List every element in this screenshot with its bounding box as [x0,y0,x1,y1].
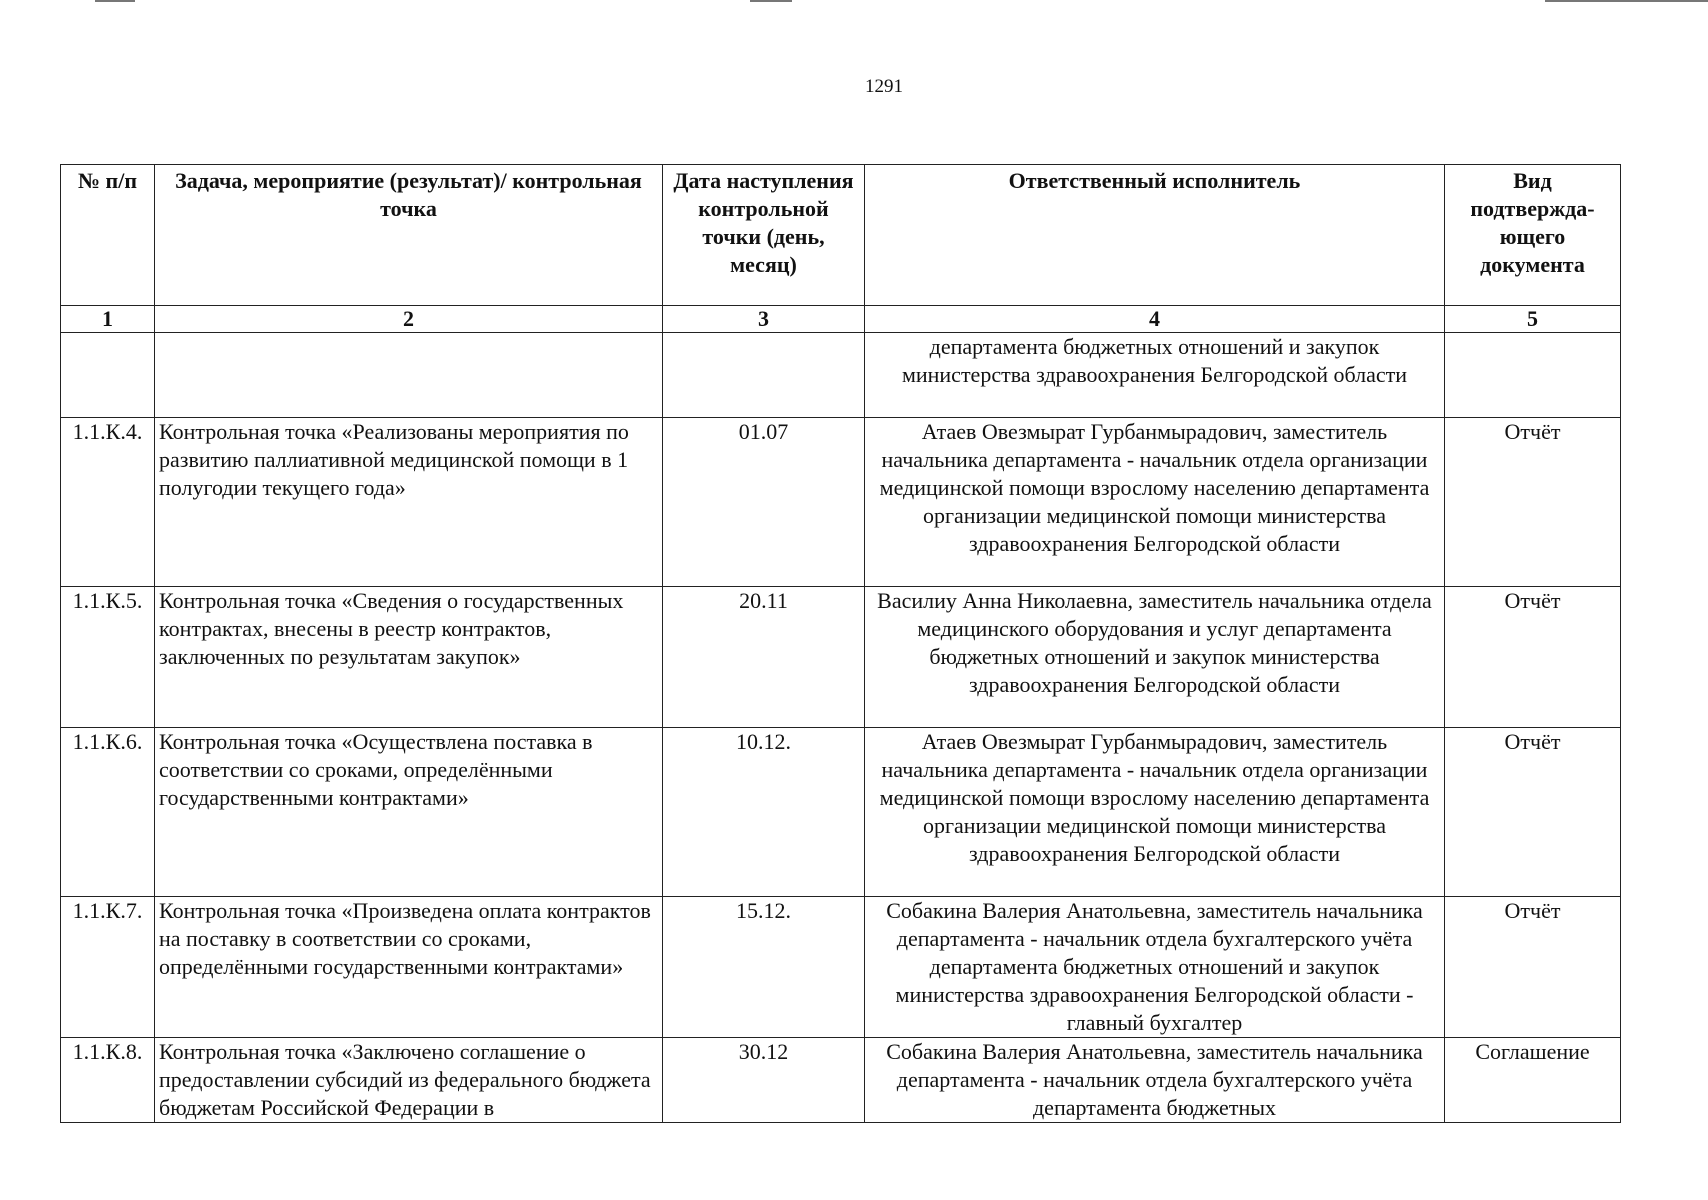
row-task: Контрольная точка «Сведения о государственных контрактах, внесены в реестр контрактов, заключенных по результатам закупок» [155,587,663,728]
column-number: 5 [1445,306,1621,333]
table-row [61,587,1621,728]
header-number: № п/п [61,165,155,306]
row-number: 1.1.К.8. [61,1038,155,1123]
table-row [61,897,1621,1038]
row-date: 01.07 [663,418,865,587]
column-number: 1 [61,306,155,333]
row-date: 10.12. [663,728,865,897]
row-number: 1.1.К.5. [61,587,155,728]
control-points-table [60,164,1621,1123]
table-row-continuation [61,333,1621,418]
row-number: 1.1.К.6. [61,728,155,897]
page-number: 1291 [865,76,903,97]
row-date: 15.12. [663,897,865,1038]
top-edge-rule [95,0,135,2]
table-row [61,1038,1621,1123]
row-number [61,333,155,418]
row-task: Контрольная точка «Осуществлена поставка в соответствии со сроками, определёнными государственными контрактами» [155,728,663,897]
row-task: Контрольная точка «Произведена оплата контрактов на поставку в соответствии со сроками, определёнными государственными контрактами» [155,897,663,1038]
column-number-row [61,306,1621,333]
top-edge-rule [1545,0,1708,2]
header-date: Дата наступления контрольной точки (день, месяц) [663,165,865,306]
row-executor: Атаев Овезмырат Гурбанмырадович, заместитель начальника департамента - начальник отдела организации медицинской помощи взрослому населению департамента организации медицинской помощи министерства здравоохранения Белгородской области [865,728,1445,897]
row-date: 30.12 [663,1038,865,1123]
column-number: 2 [155,306,663,333]
table-row [61,728,1621,897]
top-edge-rule [750,0,792,2]
row-document: Отчёт [1445,728,1621,897]
column-number: 4 [865,306,1445,333]
header-row [61,165,1621,306]
row-document: Отчёт [1445,587,1621,728]
row-number: 1.1.К.7. [61,897,155,1038]
row-document: Соглашение [1445,1038,1621,1123]
header-executor: Ответственный исполнитель [865,165,1445,306]
header-document: Вид подтвержда-ющего документа [1445,165,1621,306]
header-task: Задача, мероприятие (результат)/ контрольная точка [155,165,663,306]
row-date: 20.11 [663,587,865,728]
row-executor: Василиу Анна Николаевна, заместитель начальника отдела медицинского оборудования и услуг департамента бюджетных отношений и закупок министерства здравоохранения Белгородской области [865,587,1445,728]
row-executor: Собакина Валерия Анатольевна, заместитель начальника департамента - начальник отдела бухгалтерского учёта департамента бюджетных отношений и закупок министерства здравоохранения Белгородской области - главный бухгалтер [865,897,1445,1038]
row-date [663,333,865,418]
table-row [61,418,1621,587]
row-task: Контрольная точка «Реализованы мероприятия по развитию паллиативной медицинской помощи в 1 полугодии текущего года» [155,418,663,587]
row-executor: департамента бюджетных отношений и закупок министерства здравоохранения Белгородской области [865,333,1445,418]
row-executor: Атаев Овезмырат Гурбанмырадович, заместитель начальника департамента - начальник отдела организации медицинской помощи взрослому населению департамента организации медицинской помощи министерства здравоохранения Белгородской области [865,418,1445,587]
row-task: Контрольная точка «Заключено соглашение о предоставлении субсидий из федерального бюджета бюджетам Российской Федерации в [155,1038,663,1123]
row-number: 1.1.К.4. [61,418,155,587]
row-task [155,333,663,418]
row-executor: Собакина Валерия Анатольевна, заместитель начальника департамента - начальник отдела бухгалтерского учёта департамента бюджетных [865,1038,1445,1123]
column-number: 3 [663,306,865,333]
row-document: Отчёт [1445,897,1621,1038]
row-document: Отчёт [1445,418,1621,587]
row-document [1445,333,1621,418]
